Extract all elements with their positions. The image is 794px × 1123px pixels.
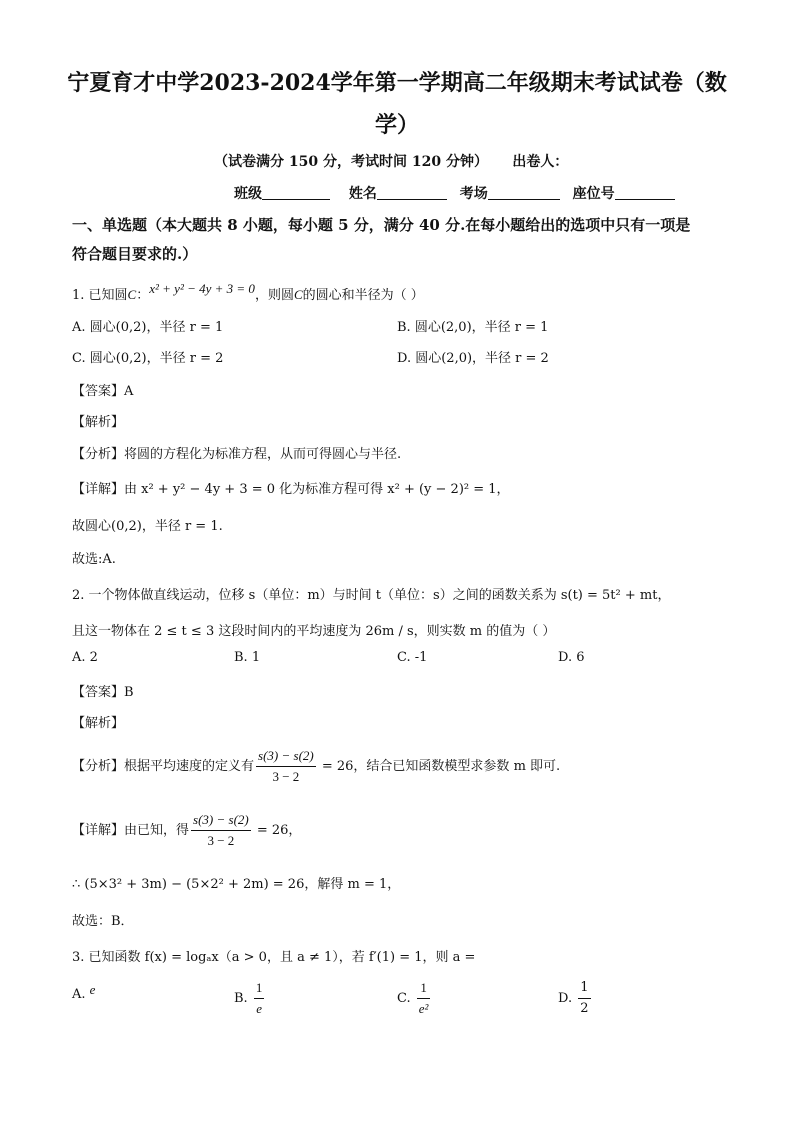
option-label: B.	[234, 650, 248, 665]
option-label: A.	[72, 320, 86, 335]
fraction-denominator: e	[256, 1001, 262, 1016]
q2-jiexi: 【解析】	[72, 716, 125, 731]
section-heading-line2: 符合题目要求的.）	[72, 245, 198, 263]
field-class-blank[interactable]	[262, 185, 330, 200]
option-text: 1	[251, 650, 261, 665]
q1-stem-text3: 的圆心和半径为（ ）	[302, 288, 424, 303]
q2-option-a[interactable]	[72, 650, 98, 665]
field-room-label: 考场	[459, 186, 488, 202]
exam-title-line2: 学）	[374, 112, 419, 138]
field-seat-blank[interactable]	[615, 185, 675, 200]
option-text: -1	[414, 650, 428, 665]
fraction-denominator: 3 − 2	[207, 833, 235, 848]
q3-option-d[interactable]	[558, 978, 593, 1019]
q2-option-b[interactable]	[234, 650, 260, 665]
option-label: A.	[72, 650, 86, 665]
option-label: C.	[397, 991, 411, 1006]
option-label: B.	[234, 991, 248, 1006]
q1-conclusion: 故选:A.	[72, 552, 116, 567]
option-text: e	[89, 982, 96, 997]
q1-option-b[interactable]	[397, 316, 548, 335]
q1-detail: 【详解】由 x² + y² − 4y + 3 = 0 化为标准方程可得 x² + (y − 2)² = 1，	[72, 482, 510, 497]
option-text: 圆心(2,0)，半径 r = 1	[414, 320, 549, 335]
fraction-numerator: s(3) − s(2)	[191, 810, 251, 831]
section-heading-line1: 一、单选题（本大题共 8 小题，每小题 5 分，满分 40 分.在每小题给出的选项中只有一项是	[72, 216, 691, 234]
q2-conclusion: 故选：B．	[72, 914, 134, 929]
q1-stem-text2: ，则圆	[254, 288, 294, 303]
fraction-denominator: 3 − 2	[272, 769, 300, 784]
q1-option-d[interactable]	[397, 347, 549, 366]
fraction-denominator: e²	[418, 1001, 429, 1016]
q3-option-c[interactable]	[397, 978, 432, 1019]
exam-title-line1: 宁夏育才中学2023-2024学年第一学期高二年级期末考试试卷（数	[67, 70, 727, 96]
q2-analysis-fraction	[256, 746, 316, 787]
q2-analysis	[72, 746, 560, 787]
option-label: D.	[397, 351, 412, 366]
exam-info: （试卷满分 150 分，考试时间 120 分钟） 出卷人：	[214, 154, 569, 170]
fraction-numerator: 1	[254, 978, 265, 999]
q1-stem	[72, 281, 424, 303]
option-label: A.	[72, 987, 86, 1002]
q3-option-a[interactable]	[72, 982, 96, 1002]
fraction-numerator: 1	[578, 978, 590, 999]
q2-detail-text: 【详解】由已知，得	[72, 823, 190, 838]
option-text: 2	[89, 650, 98, 665]
q1-var-c: C	[127, 287, 137, 302]
q1-option-a[interactable]	[72, 316, 223, 335]
q2-analysis-text2: = 26，结合已知函数模型求参数 m 即可.	[317, 759, 561, 774]
q3-option-b-fraction	[254, 978, 265, 1019]
option-label: B.	[397, 320, 411, 335]
option-text: 圆心(2,0)，半径 r = 2	[415, 351, 549, 366]
q2-option-d[interactable]	[558, 650, 585, 665]
q3-option-b[interactable]	[234, 978, 266, 1019]
q1-colon: ：	[136, 288, 150, 303]
q2-analysis-text: 【分析】根据平均速度的定义有	[72, 759, 255, 774]
q1-stem-text: 1. 已知圆	[72, 288, 128, 303]
q2-stem: 2. 一个物体做直线运动，位移 s（单位：m）与时间 t（单位：s）之间的函数关系为 s(t) = 5t² + mt，	[72, 588, 671, 603]
option-label: C.	[72, 351, 86, 366]
q2-therefore: ∴ (5×3² + 3m) − (5×2² + 2m) = 26，解得 m = 1，	[72, 877, 401, 892]
fraction-numerator: 1	[417, 978, 431, 999]
option-label: C.	[397, 650, 411, 665]
fraction-denominator: 2	[580, 1001, 589, 1016]
q1-var-c2: C	[293, 287, 303, 302]
q2-detail	[72, 810, 301, 851]
option-label: D.	[558, 650, 573, 665]
q2-option-c[interactable]	[397, 650, 427, 665]
q2-detail-text2: = 26，	[252, 823, 302, 838]
q1-jiexi: 【解析】	[72, 415, 125, 430]
q1-analysis: 【分析】将圆的方程化为标准方程，从而可得圆心与半径.	[72, 447, 402, 462]
q1-detail2: 故圆心(0,2)，半径 r = 1.	[72, 519, 223, 534]
q2-answer: 【答案】B	[72, 685, 134, 700]
field-name-blank[interactable]	[377, 185, 447, 200]
q3-stem: 3. 已知函数 f(x) = logₐx（a > 0，且 a ≠ 1），若 f′(1) = 1，则 a =	[72, 950, 476, 965]
option-label: D.	[558, 991, 573, 1006]
field-room-blank[interactable]	[488, 185, 560, 200]
q2-detail-fraction	[191, 810, 251, 851]
q3-option-c-fraction	[417, 978, 431, 1019]
q1-option-c[interactable]	[72, 347, 223, 366]
q1-answer: 【答案】A	[72, 384, 134, 399]
field-name-label: 姓名	[348, 186, 377, 202]
field-seat-label: 座位号	[572, 186, 615, 202]
student-fields	[234, 183, 675, 203]
option-text: 6	[576, 650, 585, 665]
option-text: 圆心(0,2)，半径 r = 1	[89, 320, 224, 335]
q2-stem2: 且这一物体在 2 ≤ t ≤ 3 这段时间内的平均速度为 26m / s，则实数 m 的值为（ ）	[72, 624, 556, 639]
q3-option-d-fraction	[578, 978, 590, 1019]
q1-equation: x² + y² − 4y + 3 = 0	[149, 281, 255, 296]
fraction-numerator: s(3) − s(2)	[256, 746, 316, 767]
option-text: 圆心(0,2)，半径 r = 2	[89, 351, 224, 366]
field-class-label: 班级	[234, 186, 262, 202]
